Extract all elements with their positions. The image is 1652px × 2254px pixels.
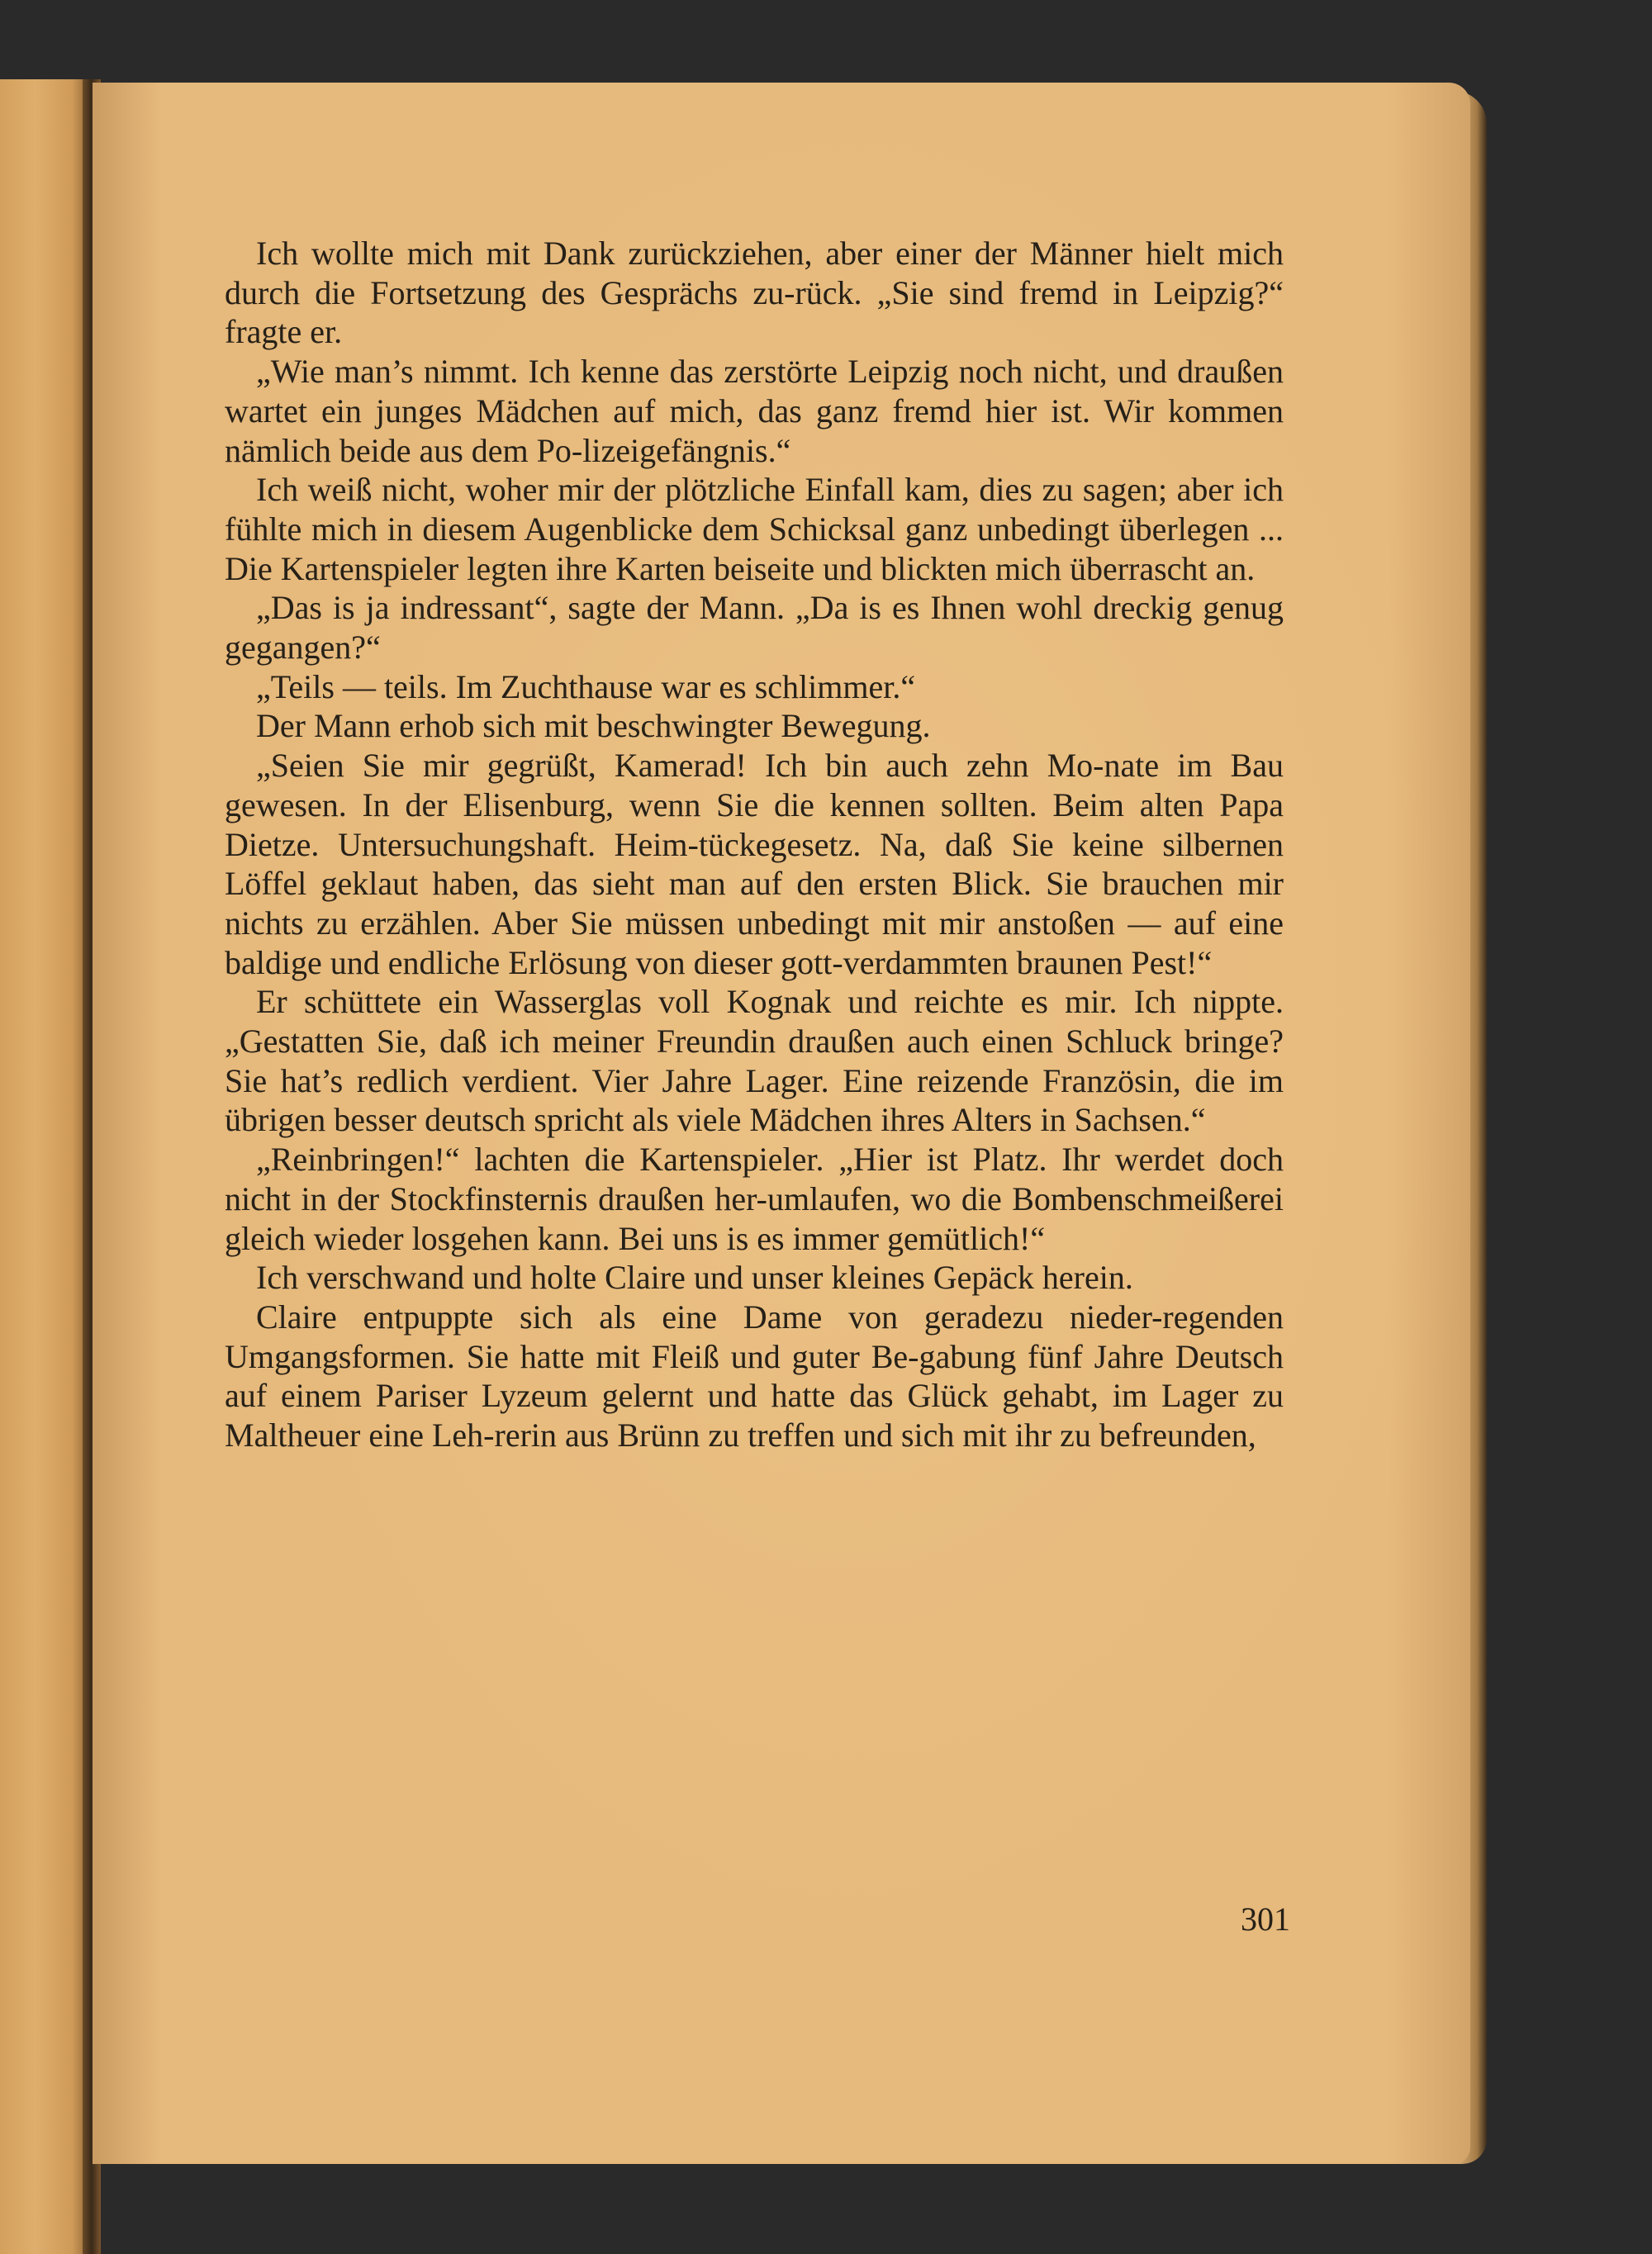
paragraph-1: Ich wollte mich mit Dank zurückziehen, aber einer der Männer hielt mich durch die Fortsetzung des Gesprächs zu-rück. „Sie sind fremd in Leipzig?“ fragte er. xyxy=(225,235,1284,351)
paragraph-6: Der Mann erhob sich mit beschwingter Bewegung. xyxy=(256,707,931,745)
paragraph-3: Ich weiß nicht, woher mir der plötzliche Einfall kam, dies zu sagen; aber ich fühlte mich in diesem Augenblicke dem Schicksal ganz unbedingt überlegen ... Die Kartenspieler legten ihre Karten beiseite und blickten mich überrascht an. xyxy=(225,471,1284,587)
body-text xyxy=(225,234,1284,1455)
left-page-edge xyxy=(0,79,91,2254)
paragraph-4: „Das is ja indressant“, sagte der Mann. „Da is es Ihnen wohl dreckig genug gegangen?“ xyxy=(225,589,1284,667)
paragraph-5: „Teils — teils. Im Zuchthause war es schlimmer.“ xyxy=(256,667,916,705)
paragraph-8: Er schüttete ein Wasserglas voll Kognak und reichte es mir. Ich nippte. „Gestatten Sie, daß ich meiner Freundin draußen auch einen Schluck bringe? Sie hat’s redlich verdient. Vier Jahre Lager. Eine reizende Französin, die im übrigen besser deutsch spricht als viele Mädchen ihres Alters in Sachsen.“ xyxy=(225,983,1284,1139)
paragraph-7: „Seien Sie mir gegrüßt, Kamerad! Ich bin auch zehn Mo-nate im Bau gewesen. In der Elisenburg, wenn Sie die kennen sollten. Beim alten Papa Dietze. Untersuchungshaft. Heim-tückegesetz. Na, daß Sie keine silbernen Löffel geklaut haben, das sieht man auf den ersten Blick. Sie brauchen mir nichts zu erzählen. Aber Sie müssen unbedingt mit mir anstoßen — auf eine baldige und endliche Erlösung von dieser gott-verdammten braunen Pest!“ xyxy=(225,747,1284,981)
paragraph-10: Ich verschwand und holte Claire und unser kleines Gepäck herein. xyxy=(256,1259,1133,1297)
paragraph-11: Claire entpuppte sich als eine Dame von geradezu nieder-regenden Umgangsformen. Sie hatte mit Fleiß und guter Be-gabung fünf Jahre Deutsch auf einem Pariser Lyzeum gelernt und hatte das Glück gehabt, im Lager zu Maltheuer eine Leh-rerin aus Brünn zu treffen und sich mit ihr zu befreunden, xyxy=(225,1298,1284,1454)
paragraph-2: „Wie man’s nimmt. Ich kenne das zerstörte Leipzig noch nicht, und draußen wartet ein junges Mädchen auf mich, das ganz fremd hier ist. Wir kommen nämlich beide aus dem Po-lizeigefängnis.“ xyxy=(225,353,1284,469)
paragraph-9: „Reinbringen!“ lachten die Kartenspieler. „Hier ist Platz. Ihr werdet doch nicht in der Stockfinsternis draußen her-umlaufen, wo die Bombenschmeißerei gleich wieder losgehen kann. Bei uns is es immer gemütlich!“ xyxy=(225,1141,1284,1257)
page-number: 301 xyxy=(1241,1900,1290,1938)
